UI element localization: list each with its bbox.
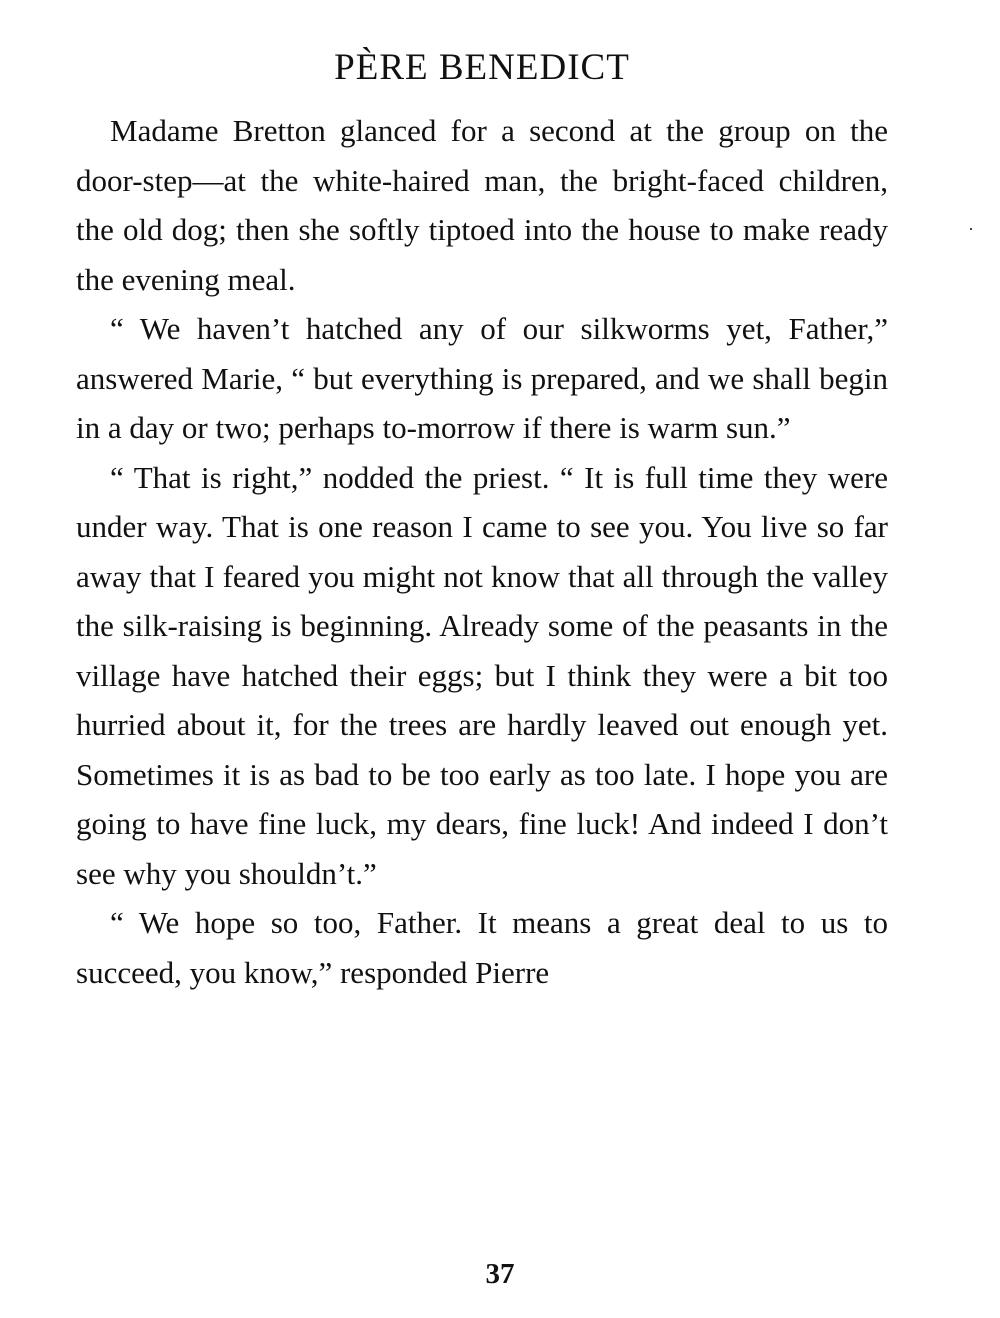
page-number: 37 [485, 1258, 515, 1290]
paragraph: “ We hope so too, Father. It means a great deal to us to succeed, you know,” responded Pierre [76, 905, 888, 990]
paragraph: “ We haven’t hatched any of our silkworms yet, Father,” answered Marie, “ but everything is prepared, and we shall begin in a day or two; perhaps to-morrow if there is warm sun.” [76, 311, 888, 446]
running-title: PÈRE BENEDICT [334, 47, 630, 88]
paragraph: Madame Bretton glanced for a second at the group on the door-step—at the white-haired man, the bright-faced children, the old dog; then she softly tiptoed into the house to make ready the evening meal. [76, 113, 888, 297]
book-page [76, 38, 888, 997]
paragraph: “ That is right,” nodded the priest. “ It is full time they were under way. That is one reason I came to see you. You live so far away that I feared you might not know that all through the valley the silk-raising is beginning. Already some of the peasants in the village have hatched their eggs; but I think they were a bit too hurried about it, for the trees are hardly leaved out enough yet. Sometimes it is as bad to be too early as too late. I hope you are going to have fine luck, my dears, fine luck! And indeed I don’t see why you shouldn’t.” [76, 459, 888, 891]
scan-speck [970, 228, 972, 230]
